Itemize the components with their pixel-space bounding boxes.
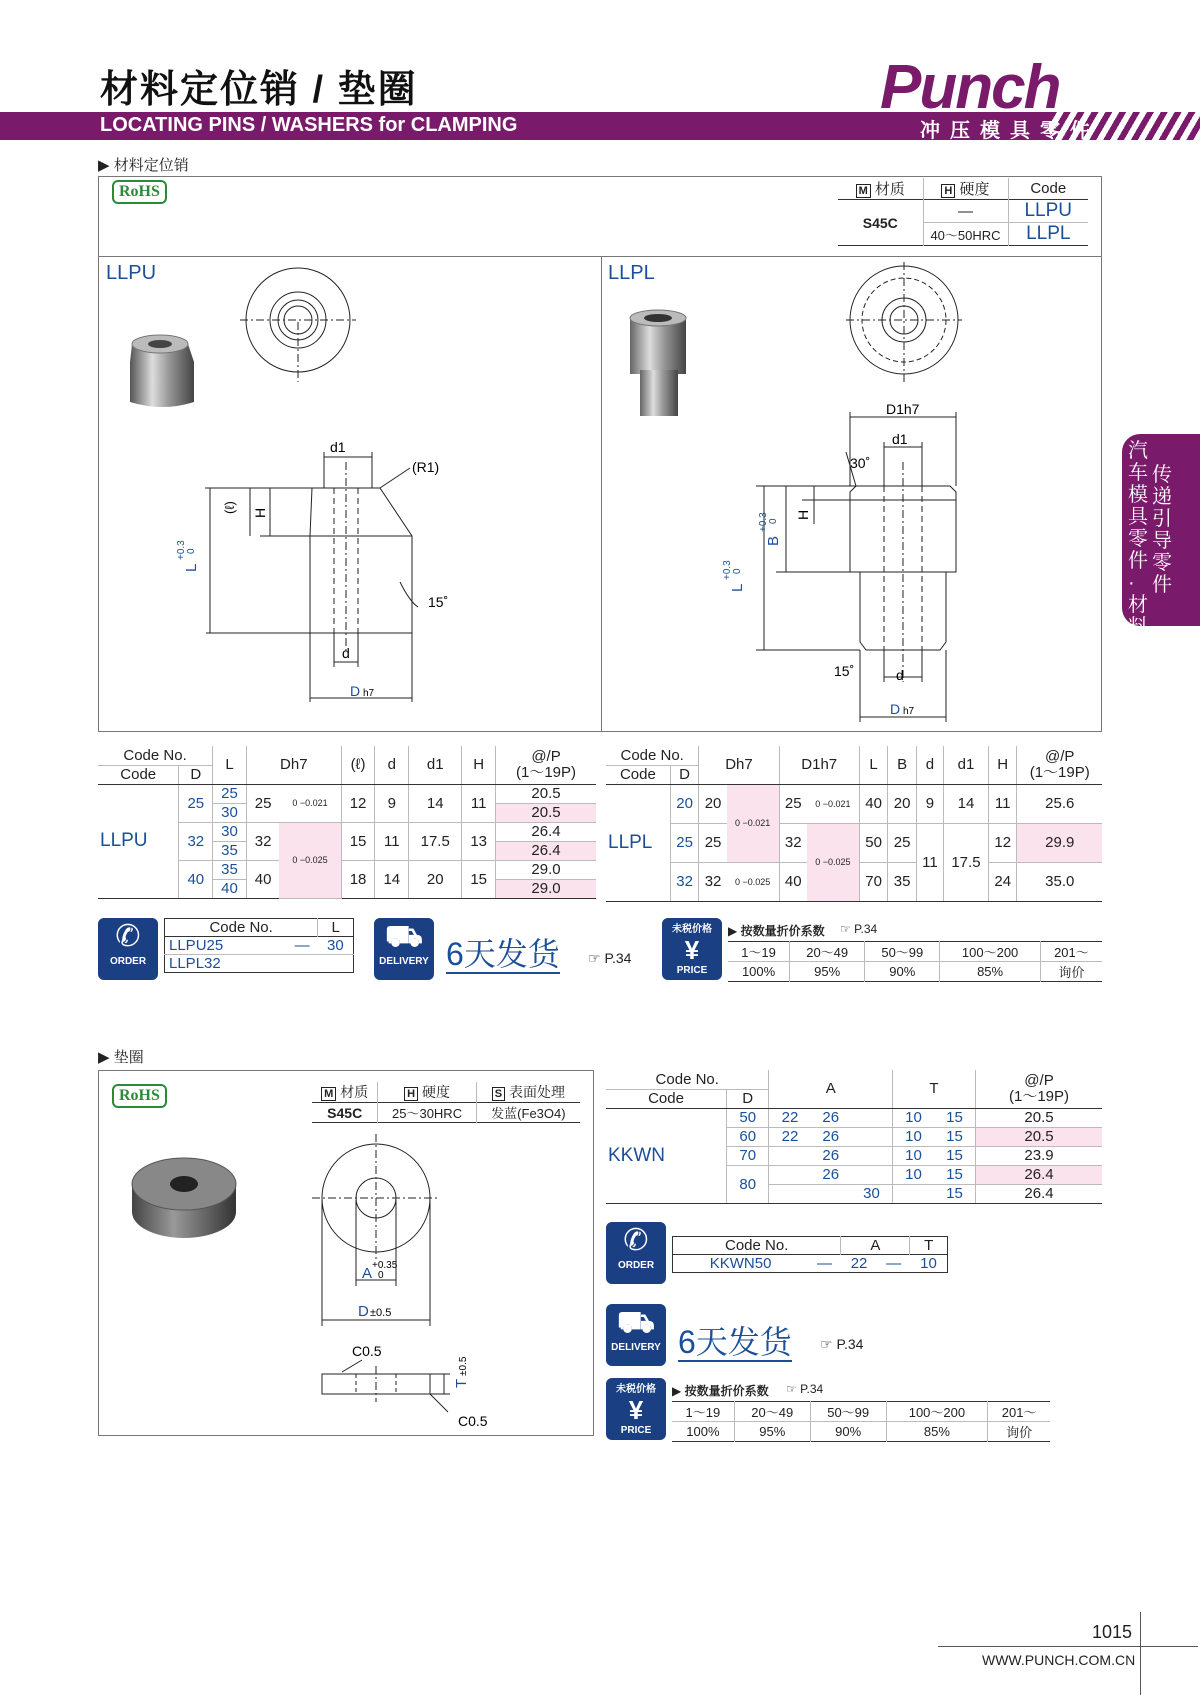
delivery-icon[interactable]: ⛟ DELIVERY	[374, 918, 434, 980]
price-cell: 26.4	[496, 841, 596, 860]
price-cell: 25.6	[1017, 784, 1102, 823]
rohs-badge: RoHS	[112, 1084, 167, 1108]
d-cell: 70	[726, 1146, 768, 1165]
angle30-dim: 30˚	[850, 455, 871, 471]
page-number: 1015	[1092, 1622, 1133, 1642]
d1h7-cell: 40	[779, 862, 807, 901]
divider	[601, 256, 602, 732]
tol-cell: 0 −0.025	[279, 822, 341, 898]
B-tol2: 0	[768, 518, 779, 524]
side-tab-col1: 汽车模具零件·材料	[1128, 440, 1148, 638]
b-cell: 20	[888, 784, 917, 823]
h-dim: H	[252, 507, 268, 518]
llpl-label: LLPL	[608, 262, 655, 284]
d1-cell: 14	[943, 784, 988, 823]
footer-rule	[938, 1646, 1198, 1647]
h-cell: 11	[462, 784, 496, 822]
rate-cell: 95%	[790, 962, 865, 982]
col-header: d	[375, 746, 409, 784]
l-cell: 35	[213, 841, 247, 860]
col-header: L	[213, 746, 247, 784]
tol-cell: 0 −0.025	[727, 862, 779, 901]
b-cell: 35	[888, 862, 917, 901]
section-heading: ▶ 垫圈	[98, 1049, 144, 1066]
price-cell: 29.0	[496, 860, 596, 879]
delivery-text: 6天发货	[678, 1324, 792, 1360]
col-header: T	[893, 1070, 976, 1108]
D-tol: ±0.5	[370, 1307, 392, 1319]
d1-dim: d1	[330, 439, 346, 455]
side-category-tab[interactable]	[1122, 434, 1200, 638]
h-cell: 12	[988, 823, 1017, 862]
col-header: Code	[606, 1089, 726, 1108]
h-cell: 13	[462, 822, 496, 860]
t-cell: 15	[934, 1165, 976, 1184]
rate-cell: 询价	[988, 1422, 1050, 1442]
price-icon[interactable]: 未税价格 ¥ PRICE	[662, 918, 722, 980]
rate-cell: 85%	[886, 1422, 988, 1442]
qty-cell: 50～99	[865, 942, 940, 962]
d1h7-cell: 32	[779, 823, 807, 862]
rohs-badge: RoHS	[112, 180, 167, 204]
llpu-spec-table	[98, 746, 596, 899]
col-header: Code	[606, 765, 670, 784]
a-cell: 26	[810, 1165, 851, 1184]
washer-material-table	[312, 1082, 580, 1123]
l-dim: (ℓ)	[222, 501, 237, 514]
B-tol: +0.3	[758, 512, 769, 532]
qty-cell: 50～99	[810, 1402, 886, 1422]
A-tol: +0.35	[372, 1260, 398, 1271]
price-cell: 26.4	[976, 1184, 1103, 1203]
a-cell	[810, 1184, 851, 1203]
hardness-value: 25～30HRC	[378, 1103, 476, 1123]
col-header: D	[670, 765, 699, 784]
delivery-text: 6天发货	[446, 936, 560, 972]
dh7-cell: 32	[699, 862, 727, 901]
l-cell: 30	[213, 822, 247, 841]
D-tol: h7	[363, 688, 375, 699]
a-cell	[851, 1127, 893, 1146]
chamfer-dim: C0.5	[352, 1343, 382, 1359]
qty-cell: 100～200	[886, 1402, 988, 1422]
section-heading: ▶ 材料定位销	[98, 157, 189, 174]
order-example-table	[672, 1236, 948, 1273]
rate-cell: 90%	[865, 962, 940, 982]
A-dim: A	[362, 1265, 373, 1282]
col-header: H	[988, 746, 1017, 784]
ell-cell: 18	[341, 860, 375, 898]
col-header: Code No.	[606, 746, 699, 765]
a-cell: 22	[769, 1127, 811, 1146]
page-title: 材料定位销 / 垫圈	[100, 69, 418, 111]
order-code: LLPL32	[169, 955, 221, 972]
code-cell: LLPL	[606, 784, 670, 901]
col-header: d1	[943, 746, 988, 784]
price-cell: 29.0	[496, 879, 596, 898]
dh7-cell: 20	[699, 784, 727, 823]
col-header: B	[888, 746, 917, 784]
a-cell	[851, 1108, 893, 1127]
material-header: M 材质	[838, 178, 923, 200]
dh7-cell: 25	[246, 784, 279, 822]
D-dim: D	[890, 701, 901, 717]
code-value: LLPL	[1026, 223, 1071, 244]
d-cell: 80	[726, 1165, 768, 1203]
discount-title: ▶ 按数量折价系数	[672, 1384, 769, 1398]
col-header: A	[769, 1070, 893, 1108]
rate-cell: 85%	[940, 962, 1040, 982]
L-dim: L	[183, 563, 200, 572]
page-ref-link[interactable]: ☞ P.34	[588, 950, 632, 966]
qty-cell: 1～19	[741, 945, 776, 960]
order-icon[interactable]: ✆ ORDER	[98, 918, 158, 980]
t-cell: 15	[934, 1108, 976, 1127]
dh7-cell: 25	[699, 823, 727, 862]
l-cell: 70	[859, 862, 888, 901]
col-header: (ℓ)	[341, 746, 375, 784]
col-header: Dh7	[699, 746, 779, 784]
llpu-label: LLPU	[106, 262, 157, 284]
discount-table	[728, 941, 1102, 982]
l-cell: 40	[859, 784, 888, 823]
tol-cell: 0 −0.021	[807, 784, 859, 823]
H-dim: H	[795, 509, 811, 520]
t-cell: 10	[893, 1146, 935, 1165]
price-cell: 20.5	[976, 1108, 1103, 1127]
ell-cell: 12	[341, 784, 375, 822]
order-header: L	[331, 919, 340, 936]
d-cell: 32	[670, 862, 699, 901]
order-header: T	[924, 1237, 934, 1254]
material-table	[838, 178, 1088, 246]
t-cell	[893, 1184, 935, 1203]
t-cell: 15	[934, 1146, 976, 1165]
a-cell: 26	[810, 1146, 851, 1165]
col-header: @/P (1～19P)	[1017, 746, 1102, 784]
material-value: S45C	[312, 1103, 378, 1123]
divider	[98, 256, 1102, 257]
a-cell	[851, 1146, 893, 1165]
hardness-header: H 硬度	[378, 1082, 476, 1103]
D-tol: h7	[903, 706, 915, 717]
code-value: LLPU	[1024, 200, 1073, 221]
d1h7-cell: 25	[779, 784, 807, 823]
col-header: Dh7	[246, 746, 341, 784]
order-icon[interactable]: ✆ ORDER	[606, 1222, 666, 1284]
order-header: A	[841, 1237, 910, 1255]
tol-cell: 0 −0.021	[279, 784, 341, 822]
rate-cell: 100%	[741, 964, 776, 979]
dd-cell: 11	[916, 823, 943, 901]
price-cell: 20.5	[976, 1127, 1103, 1146]
hardness-value: —	[923, 200, 1008, 223]
qty-cell: 100～200	[940, 942, 1040, 962]
col-header: d	[916, 746, 943, 784]
order-header: Code No.	[165, 919, 318, 937]
B-dim: B	[765, 535, 782, 546]
l-cell: 50	[859, 823, 888, 862]
d-dim: d	[342, 645, 350, 661]
h-cell: 15	[462, 860, 496, 898]
page-subtitle: LOCATING PINS / WASHERS for CLAMPING	[100, 114, 518, 136]
hardness-header: H 硬度	[923, 178, 1008, 200]
D-dim: D	[358, 1303, 369, 1320]
d1-dim: d1	[892, 431, 908, 447]
order-dash: —	[886, 1255, 902, 1272]
dd-cell: 9	[916, 784, 943, 823]
tol-cell: 0 −0.025	[807, 823, 859, 901]
order-example-table	[164, 918, 354, 973]
a-cell	[769, 1184, 811, 1203]
r1-dim: (R1)	[412, 459, 440, 475]
price-cell: 23.9	[976, 1146, 1103, 1165]
L-dim: L	[729, 583, 746, 592]
order-a: 22	[850, 1255, 868, 1272]
qty-cell: 20～49	[790, 942, 865, 962]
d-cell: 20	[670, 784, 699, 823]
t-cell: 10	[893, 1108, 935, 1127]
t-cell: 10	[893, 1165, 935, 1184]
a-cell	[851, 1165, 893, 1184]
material-value: S45C	[838, 200, 923, 246]
angle-dim: 15˚	[428, 594, 449, 610]
d-cell: 50	[726, 1108, 768, 1127]
col-header: H	[462, 746, 496, 784]
punch-logo: Punch	[880, 53, 1060, 122]
T-tol: ±0.5	[458, 1356, 469, 1376]
material-header: M 材质	[312, 1082, 378, 1103]
llpu-body	[310, 488, 412, 633]
dd-cell: 9	[375, 784, 409, 822]
h-cell: 24	[988, 862, 1017, 901]
d-cell: 32	[179, 822, 213, 860]
price-icon[interactable]: 未税价格 ¥ PRICE	[606, 1378, 666, 1440]
h-cell: 11	[988, 784, 1017, 823]
L-tol2: 0	[732, 568, 743, 574]
d-cell: 25	[670, 823, 699, 862]
a-cell: 26	[810, 1127, 851, 1146]
L-tol: +0.3	[722, 560, 733, 580]
rate-cell: 95%	[734, 1422, 810, 1442]
price-cell: 20.5	[496, 803, 596, 822]
price-cell: 26.4	[976, 1165, 1103, 1184]
llpu-drawing	[110, 262, 600, 732]
rate-cell: 询价	[1040, 962, 1102, 982]
price-cell: 35.0	[1017, 862, 1102, 901]
order-code: KKWN50	[709, 1255, 772, 1272]
dd-cell: 11	[375, 822, 409, 860]
qty-cell: 1～19	[685, 1405, 721, 1420]
page-ref-link[interactable]: ☞ P.34	[840, 922, 878, 936]
surface-header: S 表面处理	[476, 1082, 580, 1103]
D1-dim: D1h7	[886, 401, 920, 417]
discount-table	[672, 1401, 1050, 1442]
qty-cell: 20～49	[734, 1402, 810, 1422]
order-code: LLPU25	[169, 937, 224, 954]
hardness-value: 40～50HRC	[923, 223, 1008, 246]
l-cell: 25	[213, 784, 247, 803]
price-cell: 26.4	[496, 822, 596, 841]
L-tol: +0.3	[176, 540, 187, 560]
chamfer-dim: C0.5	[458, 1413, 488, 1429]
A-tol2: 0	[378, 1270, 384, 1281]
price-cell: 20.5	[496, 784, 596, 803]
dh7-cell: 32	[246, 822, 279, 860]
col-header: @/P (1～19P)	[496, 746, 596, 784]
a-cell: 30	[851, 1184, 893, 1203]
t-cell: 15	[934, 1184, 976, 1203]
footer-rule	[1140, 1612, 1141, 1695]
washer-drawing	[100, 1130, 580, 1430]
l-cell: 35	[213, 860, 247, 879]
d1-cell: 20	[409, 860, 462, 898]
col-header: Code No.	[606, 1070, 769, 1089]
footer-url[interactable]: WWW.PUNCH.COM.CN	[982, 1652, 1136, 1668]
surface-value: 发蓝(Fe3O4)	[491, 1106, 566, 1121]
qty-cell: 201～	[1040, 942, 1102, 962]
d1-cell: 17.5	[409, 822, 462, 860]
col-header: Code	[98, 765, 179, 784]
code-cell: LLPU	[98, 784, 179, 898]
col-header: d1	[409, 746, 462, 784]
angle15-dim: 15˚	[834, 663, 855, 679]
D-dim: D	[350, 683, 361, 699]
llpl-drawing	[606, 262, 1100, 732]
d1-cell: 17.5	[943, 823, 988, 901]
dh7-cell: 40	[246, 860, 279, 898]
delivery-icon[interactable]: ⛟ DELIVERY	[606, 1304, 666, 1366]
price-cell: 29.9	[1017, 823, 1102, 862]
col-header: @/P (1～19P)	[976, 1070, 1103, 1108]
a-cell: 22	[769, 1108, 811, 1127]
l-cell: 40	[213, 879, 247, 898]
d1-cell: 14	[409, 784, 462, 822]
t-cell: 15	[934, 1127, 976, 1146]
order-t: 10	[920, 1255, 937, 1272]
col-header: L	[859, 746, 888, 784]
ell-cell: 15	[341, 822, 375, 860]
qty-cell: 201～	[988, 1402, 1050, 1422]
L-tol2: 0	[186, 548, 197, 554]
dd-cell: 14	[375, 860, 409, 898]
rate-cell: 90%	[810, 1422, 886, 1442]
d-dim: d	[896, 667, 904, 683]
side-tab-col2: 传递引导零件	[1152, 464, 1172, 596]
a-cell	[769, 1165, 811, 1184]
a-cell: 26	[810, 1108, 851, 1127]
kkwn-spec-table	[606, 1070, 1102, 1204]
order-l: 30	[327, 937, 344, 954]
order-header: Code No.	[673, 1237, 841, 1255]
t-cell: 10	[893, 1127, 935, 1146]
d-cell: 25	[179, 784, 213, 822]
T-dim: T	[453, 1378, 470, 1388]
logo-subtitle: 冲压模具零件	[920, 120, 1100, 142]
code-header: Code	[1030, 180, 1067, 197]
col-header: D	[726, 1089, 768, 1108]
col-header: Code No.	[98, 746, 213, 765]
d-cell: 60	[726, 1127, 768, 1146]
col-header: D	[179, 765, 213, 784]
page-ref-link[interactable]: ☞ P.34	[786, 1382, 824, 1396]
discount-title: ▶ 按数量折价系数	[728, 924, 825, 938]
llpl-spec-table	[606, 746, 1102, 902]
col-header: D1h7	[779, 746, 859, 784]
page-ref-link[interactable]: ☞ P.34	[820, 1336, 864, 1352]
code-cell: KKWN	[606, 1108, 726, 1203]
d-cell: 40	[179, 860, 213, 898]
l-cell: 30	[213, 803, 247, 822]
rate-cell: 100%	[686, 1424, 720, 1439]
order-dash: —	[294, 937, 310, 954]
order-dash: —	[817, 1255, 833, 1272]
a-cell	[769, 1146, 811, 1165]
b-cell: 25	[888, 823, 917, 862]
tol-cell: 0 −0.021	[727, 784, 779, 862]
